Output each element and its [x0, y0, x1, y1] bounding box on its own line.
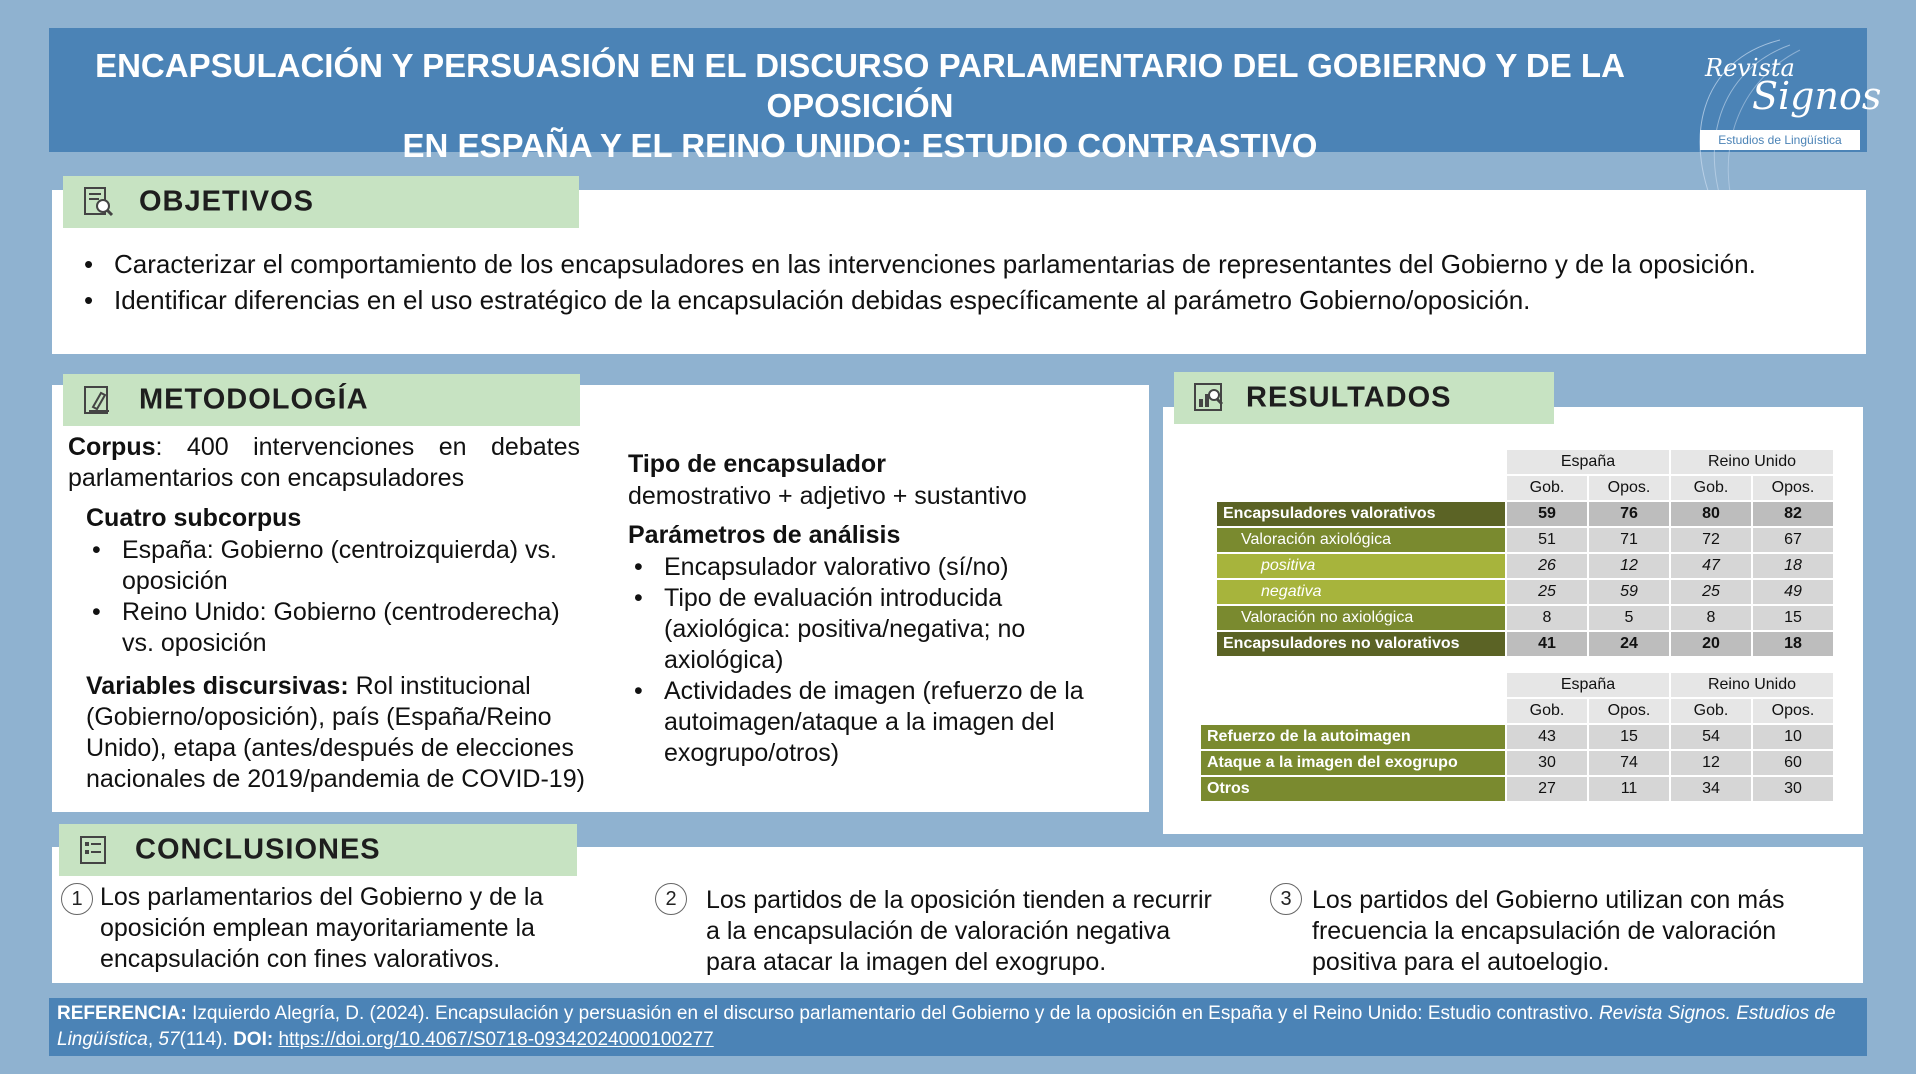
conclusiones-heading-bar: [59, 824, 577, 876]
logo-subtitle: Estudios de Lingüística: [1700, 130, 1860, 150]
table-header-country: Reino Unido: [1671, 450, 1833, 474]
results-table-1: [1215, 448, 1835, 658]
table-cell: 71: [1589, 528, 1669, 552]
variables-label: Variables discursivas:: [86, 672, 349, 700]
resultados-heading-bar: [1174, 372, 1554, 424]
table-cell: 8: [1671, 606, 1751, 630]
row-label: Valoración axiológica: [1217, 528, 1505, 552]
objetivos-heading-bar: [63, 176, 579, 228]
table-cell: 76: [1589, 502, 1669, 526]
conclusion-number-2: 2: [655, 883, 687, 915]
title-line-2: EN ESPAÑA Y EL REINO UNIDO: ESTUDIO CONTRASTIVO: [402, 127, 1318, 164]
conclusion-number-3: 3: [1270, 883, 1302, 915]
reference-footer: [49, 998, 1867, 1056]
variables-text: [86, 671, 586, 795]
doi-link[interactable]: https://doi.org/10.4067/S0718-09342024000100277: [278, 1029, 714, 1050]
table-cell: 25: [1671, 580, 1751, 604]
table-cell: 18: [1753, 632, 1833, 656]
table-row: [1217, 502, 1833, 526]
row-label: Encapsuladores valorativos: [1217, 502, 1505, 526]
table-cell: 26: [1507, 554, 1587, 578]
metodologia-heading: METODOLOGÍA: [139, 383, 369, 416]
table-subheader: Opos.: [1753, 476, 1833, 500]
reference-text: Izquierdo Alegría, D. (2024). Encapsulación y persuasión en el discurso parlamentario del Gobierno y de la oposición en España y el Reino Unido: Estudio contrastivo.: [186, 1003, 1599, 1024]
table-row: [1217, 528, 1833, 552]
table-cell: 15: [1589, 725, 1669, 749]
list-item: • Reino Unido: Gobierno (centroderecha) vs. oposición: [86, 597, 586, 659]
row-label: Encapsuladores no valorativos: [1217, 632, 1505, 656]
row-label: negativa: [1217, 580, 1505, 604]
conclusion-text-1: Los parlamentarios del Gobierno y de la oposición emplean mayoritariamente la encapsulación con fines valorativos.: [100, 883, 544, 973]
journal-logo: [1660, 40, 1882, 150]
reference-label: REFERENCIA:: [57, 1003, 187, 1024]
list-item: • Identificar diferencias en el uso estratégico de la encapsulación debidas específicamente al parámetro Gobierno/oposición.: [78, 282, 1858, 318]
table-subheader: Gob.: [1507, 476, 1587, 500]
table-cell: 51: [1507, 528, 1587, 552]
checklist-icon: [77, 833, 111, 867]
table-cell: 72: [1671, 528, 1751, 552]
table-cell: 20: [1671, 632, 1751, 656]
table-subheader: Gob.: [1671, 699, 1751, 723]
table-header-country: Reino Unido: [1671, 673, 1833, 697]
table-cell: 10: [1753, 725, 1833, 749]
list-item: • España: Gobierno (centroizquierda) vs. oposición: [86, 535, 586, 597]
parametros-heading: Parámetros de análisis: [628, 521, 901, 549]
table-header-country: España: [1507, 450, 1669, 474]
tipo-heading: Tipo de encapsulador: [628, 450, 886, 478]
objetivos-list: [78, 246, 1858, 318]
table-subheader: Gob.: [1507, 699, 1587, 723]
reference-issue: (114).: [179, 1029, 234, 1050]
subcorpus-list: [86, 535, 586, 659]
row-label: positiva: [1217, 554, 1505, 578]
table-cell: 12: [1671, 751, 1751, 775]
table-cell: 5: [1589, 606, 1669, 630]
logo-word-signos: Signos: [1752, 74, 1882, 118]
resultados-heading: RESULTADOS: [1246, 381, 1452, 414]
corpus-label: Corpus: [68, 433, 156, 461]
table-cell: 41: [1507, 632, 1587, 656]
table-header-country: España: [1507, 673, 1669, 697]
table-cell: 82: [1753, 502, 1833, 526]
table-row: [1217, 632, 1833, 656]
parametros-list: [628, 552, 1088, 769]
table-cell: 25: [1507, 580, 1587, 604]
table-row: [1217, 606, 1833, 630]
title-line-1: ENCAPSULACIÓN Y PERSUASIÓN EN EL DISCURSO PARLAMENTARIO DEL GOBIERNO Y DE LA OPOSICIÓN: [95, 47, 1625, 124]
chart-magnifier-icon: [1192, 381, 1226, 415]
conclusion-number-1: 1: [61, 883, 93, 915]
document-search-icon: [81, 185, 115, 219]
logo-word-revista: Revista: [1705, 54, 1795, 82]
table-cell: 47: [1671, 554, 1751, 578]
row-label: Ataque a la imagen del exogrupo: [1201, 751, 1505, 775]
list-item: • Encapsulador valorativo (sí/no): [628, 552, 1088, 583]
table-cell: 18: [1753, 554, 1833, 578]
table-cell: 54: [1671, 725, 1751, 749]
table-cell: 80: [1671, 502, 1751, 526]
table-cell: 8: [1507, 606, 1587, 630]
table-cell: 34: [1671, 777, 1751, 801]
objetivos-heading: OBJETIVOS: [139, 185, 314, 218]
list-item: • Actividades de imagen (refuerzo de la autoimagen/ataque a la imagen del exogrupo/otros): [628, 676, 1088, 769]
table-cell: 67: [1753, 528, 1833, 552]
table-cell: 59: [1589, 580, 1669, 604]
row-label: Valoración no axiológica: [1217, 606, 1505, 630]
list-item: • Tipo de evaluación introducida (axiológica: positiva/negativa; no axiológica): [628, 583, 1088, 676]
conclusion-text-2: Los partidos de la oposición tienden a recurrir a la encapsulación de valoración negativa para atacar la imagen del exogrupo.: [706, 886, 1212, 976]
table-subheader: Opos.: [1589, 476, 1669, 500]
table-row: [1201, 751, 1833, 775]
table-cell: 11: [1589, 777, 1669, 801]
metodologia-heading-bar: [63, 374, 580, 426]
microscope-icon: [81, 383, 115, 417]
list-item: • Caracterizar el comportamiento de los encapsuladores en las intervenciones parlamentarias de representantes del Gobierno y de la oposición.: [78, 246, 1858, 282]
table-cell: 49: [1753, 580, 1833, 604]
subcorpus-heading: Cuatro subcorpus: [86, 504, 302, 532]
table-subheader: Gob.: [1671, 476, 1751, 500]
reference-separator: ,: [147, 1029, 159, 1050]
corpus-text: [68, 432, 580, 494]
results-table-2: [1199, 671, 1835, 803]
reference-journal: Revista Signos. Estudios de Lingüística: [57, 1003, 1836, 1050]
table-cell: 30: [1507, 751, 1587, 775]
table-subheader: Opos.: [1753, 699, 1833, 723]
table-cell: 24: [1589, 632, 1669, 656]
table-cell: 59: [1507, 502, 1587, 526]
reference-doi-label: DOI:: [233, 1029, 274, 1050]
table-cell: 74: [1589, 751, 1669, 775]
corpus-description: : 400 intervenciones en debates parlamentarios con encapsuladores: [68, 433, 580, 492]
table-row: [1201, 725, 1833, 749]
table-row: [1201, 777, 1833, 801]
conclusiones-heading: CONCLUSIONES: [135, 833, 381, 866]
table-cell: 15: [1753, 606, 1833, 630]
table-row: [1217, 554, 1833, 578]
variables-description: Rol institucional (Gobierno/oposición), país (España/Reino Unido), etapa (antes/después de elecciones nacionales de 2019/pandemia de COVID-19): [86, 672, 585, 793]
table-row: [1217, 580, 1833, 604]
table-cell: 27: [1507, 777, 1587, 801]
conclusion-text-3: Los partidos del Gobierno utilizan con más frecuencia la encapsulación de valoración positiva para el autoelogio.: [1312, 886, 1785, 976]
row-label: Refuerzo de la autoimagen: [1201, 725, 1505, 749]
table-subheader: Opos.: [1589, 699, 1669, 723]
table-cell: 30: [1753, 777, 1833, 801]
page-title: [60, 46, 1660, 166]
row-label: Otros: [1201, 777, 1505, 801]
table-cell: 12: [1589, 554, 1669, 578]
tipo-text: demostrativo + adjetivo + sustantivo: [628, 482, 1027, 510]
table-cell: 60: [1753, 751, 1833, 775]
reference-volume: 57: [158, 1029, 180, 1050]
table-cell: 43: [1507, 725, 1587, 749]
